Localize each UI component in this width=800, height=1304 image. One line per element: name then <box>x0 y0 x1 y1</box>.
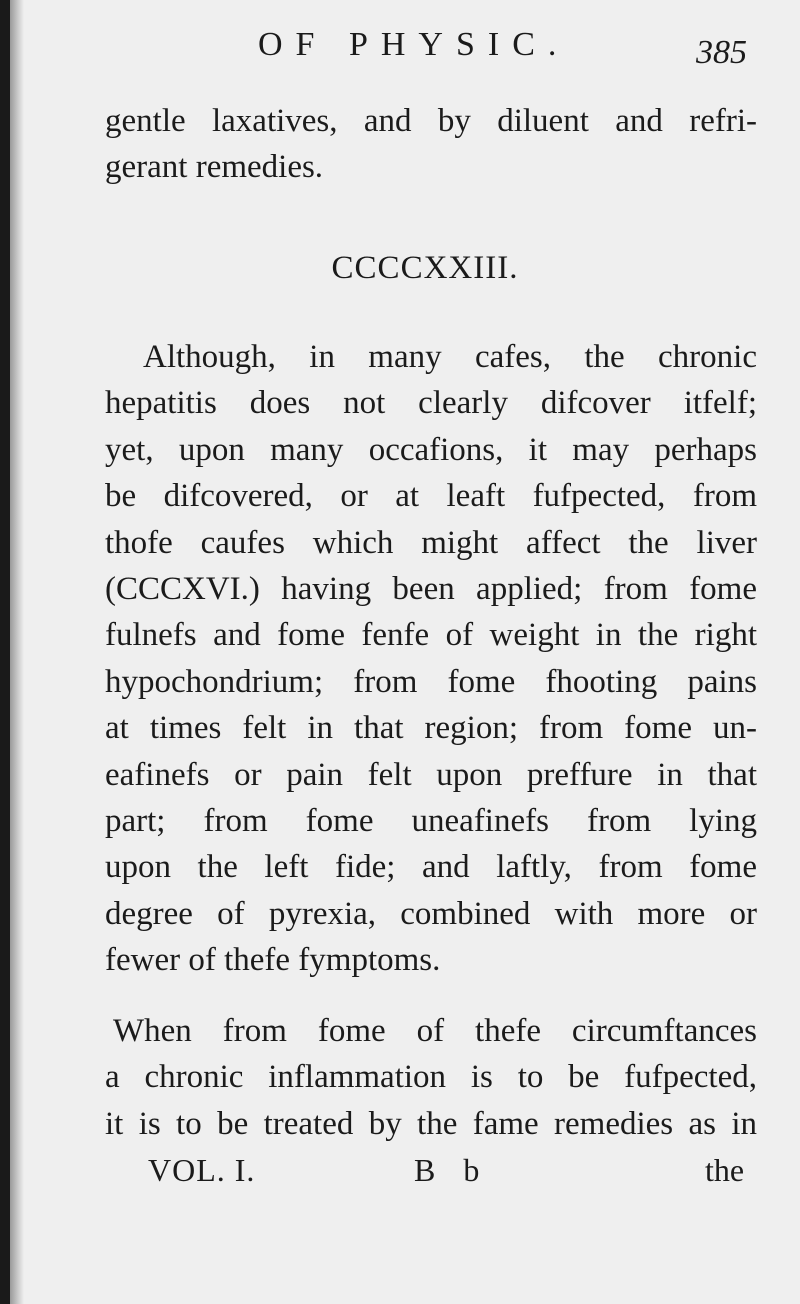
text-line: a chronic inflammation is to be fufpected, <box>105 1059 757 1096</box>
paragraph-continued <box>105 98 757 191</box>
text-line: thofe caufes which might affect the liver <box>105 524 757 561</box>
book-page <box>10 0 800 1304</box>
signature-mark: B b <box>414 1152 490 1188</box>
text-line: part; from fome uneafinefs from lying <box>105 802 757 839</box>
text-line: fewer of thefe fymptoms. <box>105 942 441 979</box>
text-line: degree of pyrexia, combined with more or <box>105 895 757 932</box>
page-number: 385 <box>696 34 747 71</box>
text-line: fulnefs and fome fenfe of weight in the right <box>105 617 757 654</box>
text-line: (CCCXVI.) having been applied; from fome <box>105 570 757 607</box>
text-line: eafinefs or pain felt upon preffure in that <box>105 756 757 793</box>
paragraph-main <box>105 334 757 983</box>
text-line: it is to be treated by the fame remedies as in <box>105 1105 757 1142</box>
text-line: gerant remedies. <box>105 149 324 186</box>
page-footer <box>10 1152 800 1198</box>
running-head <box>10 26 800 76</box>
text-line: hypochondrium; from fome fhooting pains <box>105 663 757 700</box>
text-line: When from fome of thefe circumftances <box>113 1013 757 1049</box>
text-line: upon the left fide; and laftly, from fome <box>105 849 757 886</box>
section-heading: CCCCXXIII. <box>331 250 519 286</box>
text-line: hepatitis does not clearly difcover itfelf; <box>105 385 757 422</box>
text-line: be difcovered, or at leaft fufpected, from <box>105 478 757 515</box>
text-line: Although, in many cafes, the chronic <box>143 339 757 375</box>
catchword: the <box>705 1152 745 1188</box>
text-line: at times felt in that region; from fome un- <box>105 710 757 747</box>
text-line: yet, upon many occafions, it may perhaps <box>105 431 757 468</box>
paragraph-next <box>105 1008 757 1147</box>
text-line: gentle laxatives, and by diluent and refri- <box>105 103 757 139</box>
running-title: OF PHYSIC. <box>258 26 570 63</box>
volume-label: VOL. I. <box>148 1152 256 1188</box>
